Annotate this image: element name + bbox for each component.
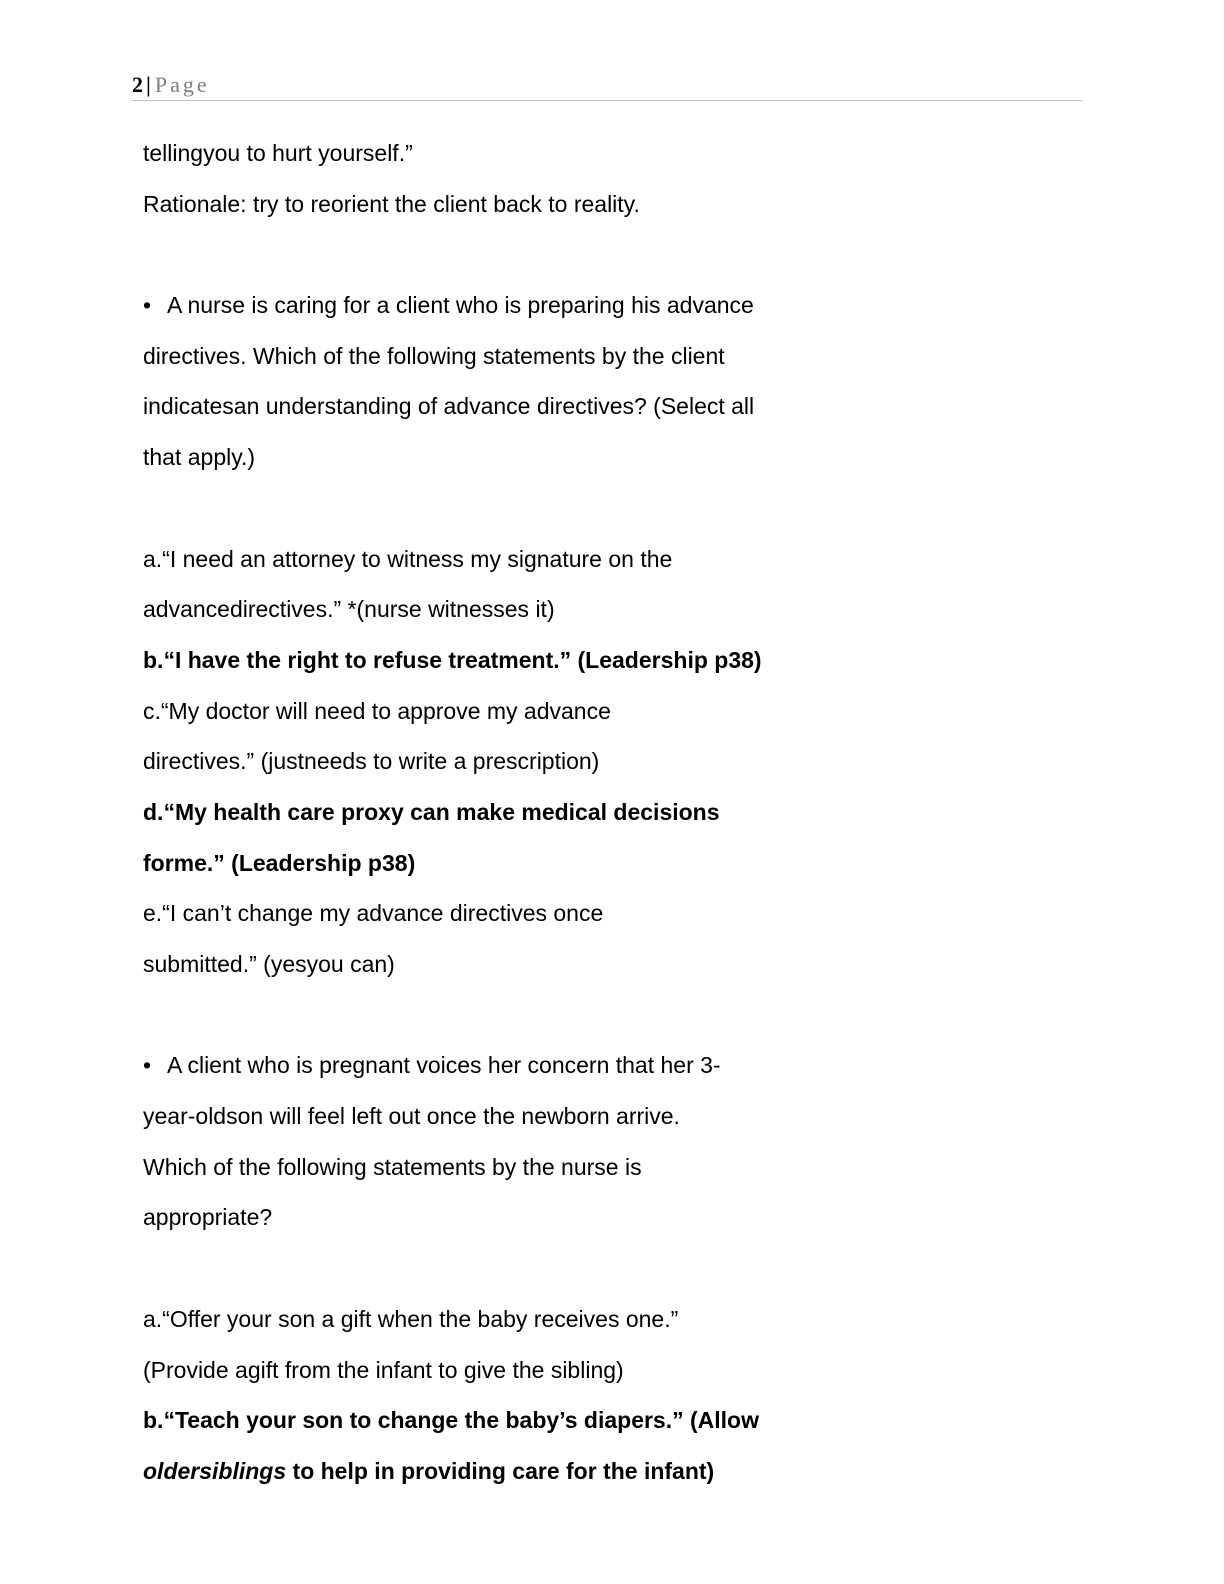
option-b-correct: b.“I have the right to refuse treatment.” (Leadership p38) bbox=[143, 646, 762, 673]
question-1-line-3: indicatesan understanding of advance directives? (Select all bbox=[143, 393, 755, 420]
option-c-line-2: directives.” (justneeds to write a prescription) bbox=[143, 748, 600, 775]
option-c-line-1: c.“My doctor will need to approve my advance bbox=[143, 697, 611, 724]
option-d-correct-line-1: d.“My health care proxy can make medical decisions bbox=[143, 798, 720, 825]
question-2-line-1 bbox=[143, 1040, 843, 1091]
rationale-line: Rationale: try to reorient the client back to reality. bbox=[143, 190, 640, 217]
header-separator: | bbox=[146, 72, 151, 97]
question-1-line-4: that apply.) bbox=[143, 444, 256, 471]
bullet-icon: • bbox=[143, 1052, 152, 1079]
question-2-line-2: year-oldson will feel left out once the newborn arrive. bbox=[143, 1103, 680, 1130]
option-a-line-2: (Provide agift from the infant to give the sibling) bbox=[143, 1356, 624, 1383]
option-d-correct-line-2: forme.” (Leadership p38) bbox=[143, 849, 416, 876]
page-label: Page bbox=[154, 72, 210, 97]
option-a-line-1: a.“Offer your son a gift when the baby receives one.” bbox=[143, 1305, 679, 1332]
document-body bbox=[143, 128, 843, 1497]
italic-text: oldersiblings bbox=[143, 1457, 287, 1484]
option-b-correct-line-2 bbox=[143, 1446, 843, 1497]
option-b-correct-line-1: b.“Teach your son to change the baby’s diapers.” (Allow bbox=[143, 1407, 759, 1434]
option-a-line-2: advancedirectives.” *(nurse witnesses it) bbox=[143, 596, 555, 623]
option-e-line-2: submitted.” (yesyou can) bbox=[143, 951, 395, 977]
bullet-icon: • bbox=[143, 292, 152, 319]
question-text: A nurse is caring for a client who is preparing his advance bbox=[167, 292, 754, 319]
option-a-line-1: a.“I need an attorney to witness my signature on the bbox=[143, 545, 673, 572]
question-text: A client who is pregnant voices her concern that her 3- bbox=[167, 1052, 721, 1079]
page-header bbox=[132, 72, 1082, 101]
page-number: 2 bbox=[132, 72, 143, 97]
question-1-line-2: directives. Which of the following statements by the client bbox=[143, 342, 725, 369]
option-e-line-1: e.“I can’t change my advance directives once bbox=[143, 900, 604, 927]
bold-text: to help in providing care for the infant) bbox=[286, 1457, 715, 1484]
question-2-line-4: appropriate? bbox=[143, 1204, 273, 1231]
question-1-line-1 bbox=[143, 280, 843, 331]
question-2-line-3: Which of the following statements by the nurse is bbox=[143, 1153, 642, 1180]
text-line: tellingyou to hurt yourself.” bbox=[143, 140, 413, 166]
